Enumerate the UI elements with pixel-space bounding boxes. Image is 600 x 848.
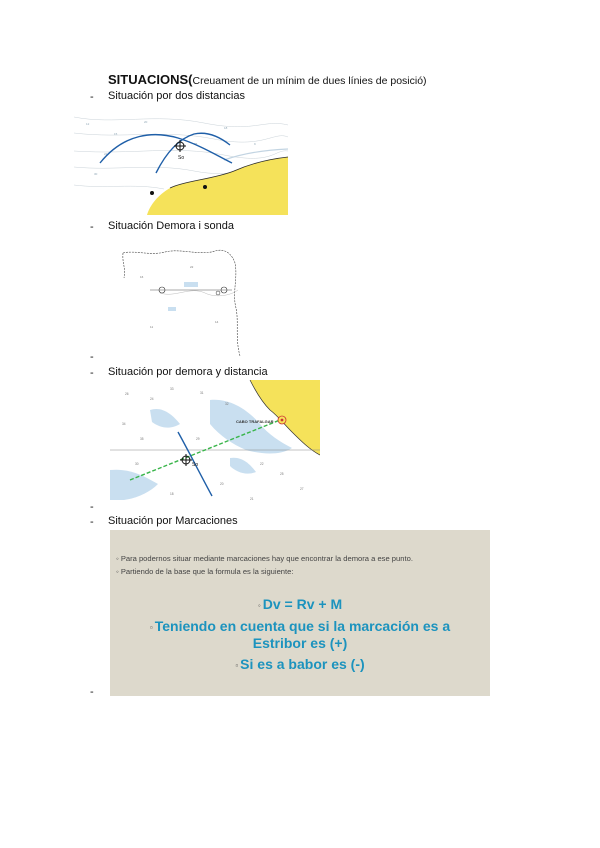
svg-text:15: 15	[114, 132, 118, 136]
empty-dash: -	[90, 351, 94, 363]
formula-slide	[110, 530, 490, 696]
lighthouse-icon	[278, 416, 286, 424]
fix-label: So	[192, 462, 199, 468]
svg-text:31: 31	[200, 391, 204, 395]
bullet-icon: ▫	[235, 660, 239, 670]
section-label-bearing-sounding: Situación Demora i sonda	[108, 220, 234, 232]
svg-text:12: 12	[86, 122, 90, 126]
svg-text:25: 25	[280, 472, 284, 476]
slide-line: ◦ Para podernos situar mediante marcaciones hay que encontrar la demora a ese punto.	[116, 554, 413, 563]
svg-text:18: 18	[224, 126, 228, 130]
title-subtitle: Creuament de un mínim de dues línies de posició)	[192, 75, 427, 87]
note-starboard: ▫ Teniendo en cuenta que si la marcación es a	[149, 618, 451, 634]
svg-text:22: 22	[190, 265, 194, 269]
svg-text:26: 26	[125, 392, 129, 396]
section-label-bearings: Situación por Marcaciones	[108, 515, 238, 527]
bullet-icon: ▫	[149, 622, 153, 632]
svg-text:22: 22	[260, 462, 264, 466]
svg-text:33: 33	[170, 387, 174, 391]
slide-line: ◦ Partiendo de la base que la formula es la siguiente:	[116, 567, 294, 576]
bullet-icon: ◦	[116, 554, 121, 563]
bullet-icon: ◦	[116, 567, 121, 576]
section-label-distances: Situación por dos distancias	[108, 90, 245, 102]
svg-text:35: 35	[140, 437, 144, 441]
bullet-dash: -	[90, 367, 94, 379]
svg-text:21: 21	[250, 497, 254, 501]
svg-text:25: 25	[194, 142, 198, 146]
svg-text:20: 20	[144, 120, 148, 124]
bullet-dash: -	[90, 516, 94, 528]
place-label: CABO TRAFALGAR	[236, 419, 274, 424]
svg-text:24: 24	[150, 397, 154, 401]
svg-text:32: 32	[225, 402, 229, 406]
chart-bearing-sounding	[120, 238, 250, 358]
svg-text:18: 18	[170, 492, 174, 496]
svg-text:27: 27	[300, 487, 304, 491]
svg-text:22: 22	[104, 152, 108, 156]
chart-bearing-distance	[110, 380, 320, 510]
chart-two-distances	[74, 105, 288, 215]
note-port: ▫ Si es a babor es (-)	[235, 656, 365, 672]
bullet-dash: -	[90, 221, 94, 233]
title-bold: SITUACIONS(	[108, 72, 193, 87]
svg-text:29: 29	[196, 437, 200, 441]
svg-text:30: 30	[94, 172, 98, 176]
svg-text:14: 14	[215, 320, 219, 324]
note-starboard-cont: Estribor es (+)	[252, 635, 348, 651]
empty-dash: -	[90, 686, 94, 698]
svg-text:30: 30	[135, 462, 139, 466]
svg-text:20: 20	[220, 482, 224, 486]
svg-text:34: 34	[122, 422, 126, 426]
svg-text:9: 9	[254, 142, 256, 146]
bullet-icon: ◦	[257, 600, 261, 610]
page-title	[108, 71, 427, 89]
section-label-bearing-distance: Situación por demora y distancia	[108, 366, 268, 378]
empty-dash: -	[90, 501, 94, 513]
formula: ◦ Dv = Rv + M	[257, 596, 343, 612]
svg-text:11: 11	[150, 325, 154, 329]
svg-text:16: 16	[140, 275, 144, 279]
fix-label: So	[178, 155, 185, 161]
bullet-dash: -	[90, 91, 94, 103]
